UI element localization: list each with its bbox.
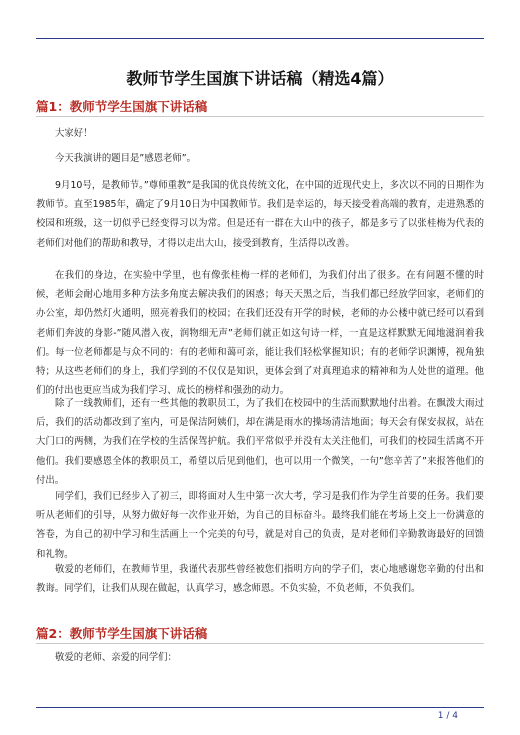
- paragraph-teachers-day: 9月10号，是教师节。”尊师重教”是我国的优良传统文化，在中国的近现代史上，多次以不同的日期作为教师节。直至1985年，确定了9月10日为中国教师节。我们是幸运的，每天接受着高端的教育，走进熟悉的校园和班级，这一切似乎已经变得习以为常。但是还有一群在大山中的孩子，都是多亏了以张桂梅为代表的老师们对他们的帮助和教导，才得以走出大山，接受到教育，生活得以改善。: [36, 180, 484, 249]
- section-heading-2: 篇2：教师节学生国旗下讲话稿: [36, 626, 208, 641]
- paragraph-grade-three: 同学们，我们已经步入了初三，即将面对人生中第一次大考，学习是我们作为学生首要的任务。我们要听从老师们的引导，从努力做好每一次作业开始，为自己的目标奋斗。最终我们能在考场上交上一份满意的答卷，为自己的初中学习和生活画上一个完美的句号，就是对自己的负责，是对老师们辛勤教诲最好的回馈和礼物。: [36, 491, 484, 560]
- section-divider-2: [36, 643, 484, 644]
- paragraph-greeting-2: 敬爱的老师、亲爱的同学们：: [55, 652, 177, 663]
- document-title: 教师节学生国旗下讲话稿（精选4篇）: [126, 69, 394, 88]
- page-indicator: 1 / 4: [437, 711, 458, 721]
- section-divider-1: [36, 116, 484, 117]
- paragraph-staff: 除了一线教师们，还有一些其他的教职员工，为了我们在校园中的生活而默默地付出着。在飘泼大雨过后，我们的活动都改到了室内，可是保洁阿姨们，却在满是雨水的操场清洁地面；每天会有保安叔叔，站在大门口的两侧，为我们在学校的生活保驾护航。我们平常似乎并没有太关注他们，可我们的校园生活离不开他们。我们要感恩全体的教职员工，希望以后见到他们，也可以用一个微笑，一句”您辛苦了”来报答他们的付出。: [36, 398, 484, 486]
- section-heading-1: 篇1：教师节学生国旗下讲话稿: [36, 99, 208, 114]
- paragraph-greeting: 大家好！: [55, 128, 93, 139]
- paragraph-topic: 今天我演讲的题目是”感恩老师”。: [55, 153, 196, 164]
- bottom-rule: [36, 707, 484, 708]
- top-rule: [36, 38, 484, 39]
- paragraph-teachers-around-us: 在我们的身边，在实验中学里，也有像张桂梅一样的老师们，为我们付出了很多。在有问题不懂的时候，老师会耐心地用多种方法多角度去解决我们的困惑；每天天黑之后，当我们都已经放学回家，老师们的办公室，却仍然灯火通明，照亮着我们的校园；在我们还没有开学的时候，老师的办公楼中就已经可以看到老师们奔波的身影-”随风潜入夜，润物细无声”老师们就正如这句诗一样，一直是这样默默无闻地滋润着我们。每一位老师都是与众不同的：有的老师和蔼可亲，能让我们轻松掌握知识；有的老师学识渊博，视角独特；从这些老师们的身上，我们学到的不仅仅是知识，更体会到了对真理追求的精神和为人处世的道理。他们的付出也更应当成为我们学习、成长的榜样和强劲的动力。: [36, 270, 484, 397]
- paragraph-closing: 敬爱的老师们，在教师节里，我谨代表那些曾经被您们指明方向的学子们，衷心地感谢您辛勤的付出和教诲。同学们，让我们从现在做起，认真学习，感念师恩。不负实验，不负老师，不负我们。: [36, 564, 484, 595]
